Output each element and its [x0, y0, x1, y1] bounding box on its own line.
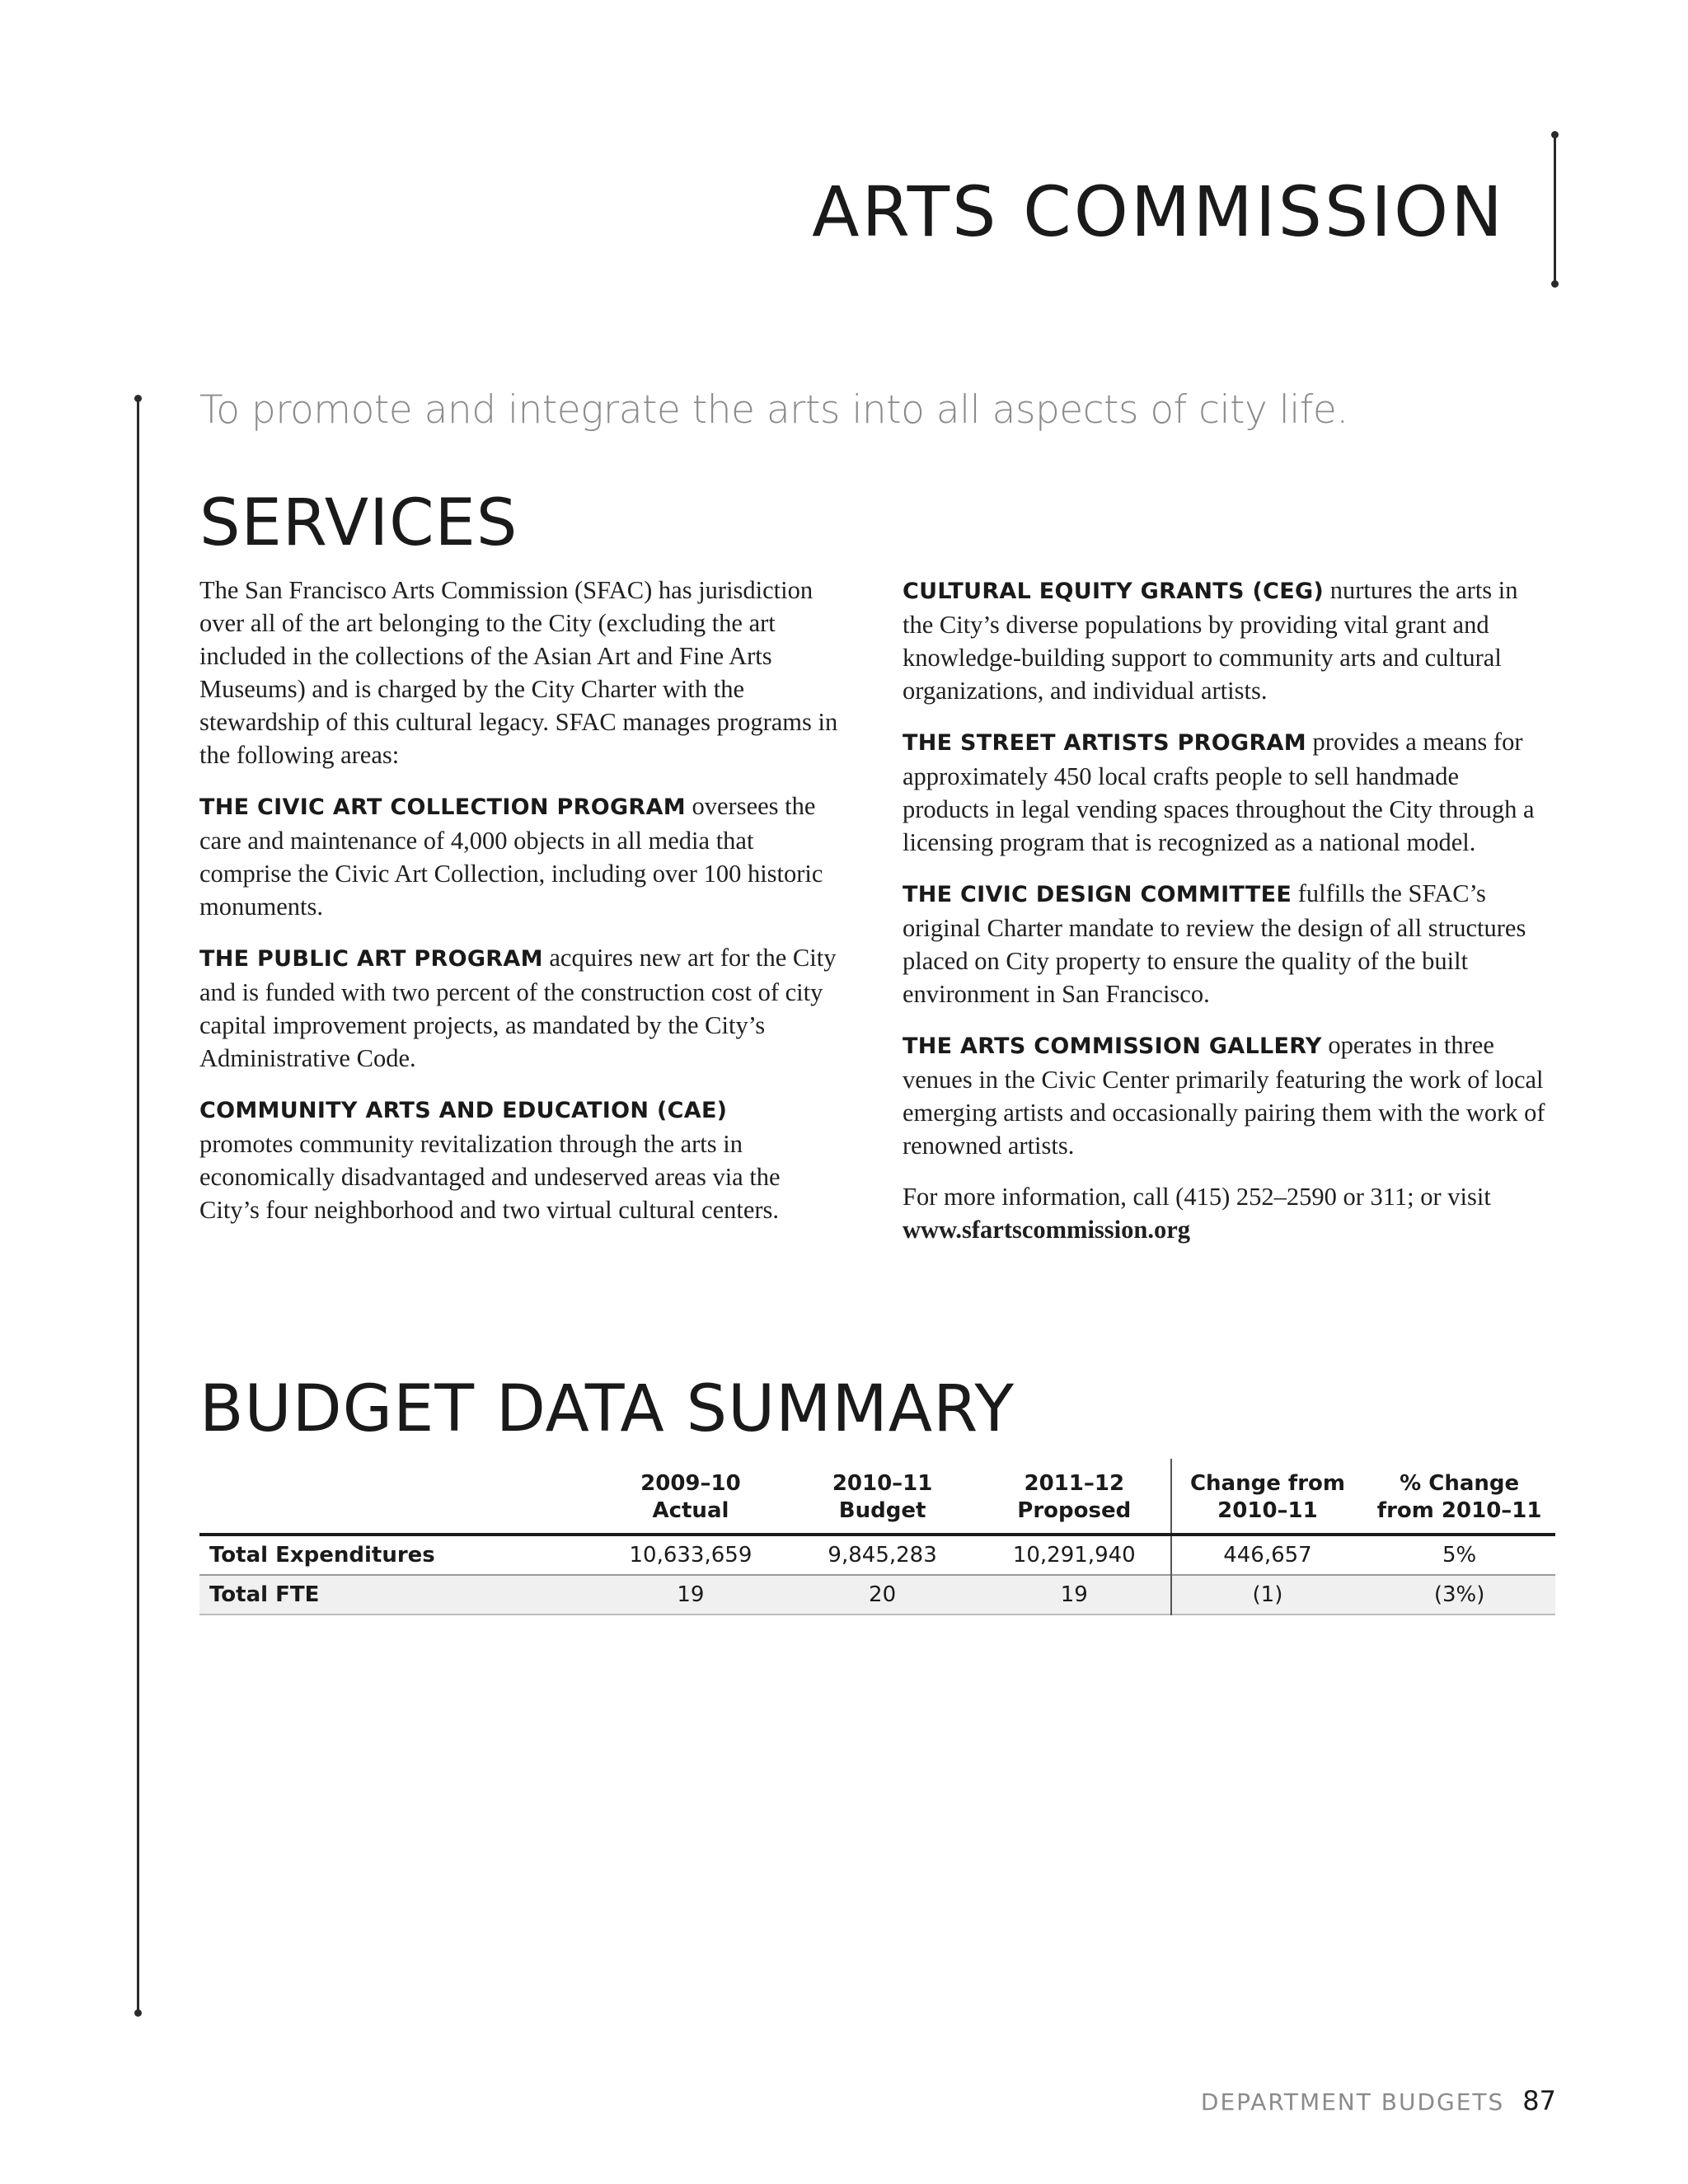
program-text: nurtures the arts in the City’s diverse populations by providing vital grant and knowledge-building support to community arts and cultural organizations, and individual artists.: [903, 576, 1518, 705]
program-lead: COMMUNITY ARTS AND EDUCATION (CAE): [199, 1098, 728, 1123]
table-cell: 10,291,940: [1012, 1543, 1136, 1568]
column-header-blank: [199, 1459, 595, 1535]
program-paragraph: [199, 1093, 842, 1226]
services-heading: SERVICES: [199, 486, 518, 560]
program-paragraph: [199, 790, 842, 923]
column-header: Change from 2010–11: [1171, 1459, 1364, 1535]
table-cell: 19: [978, 1575, 1171, 1615]
page-footer: [1201, 2085, 1556, 2116]
program-text: promotes community revitalization through the arts in economically disadvantaged and undeserved areas via the City’s four neighborhood and two virtual cultural centers.: [199, 1130, 781, 1224]
row-label: Total FTE: [199, 1575, 595, 1615]
page-number: 87: [1522, 2085, 1556, 2116]
left-vertical-rule: [137, 398, 139, 2013]
column-header: 2009–10 Actual: [640, 1471, 741, 1523]
table-row: [199, 1535, 1555, 1575]
table-cell: (1): [1171, 1575, 1364, 1615]
budget-heading: BUDGET DATA SUMMARY: [199, 1372, 1015, 1446]
program-paragraph: [903, 725, 1550, 859]
table-cell: 19: [595, 1575, 787, 1615]
program-lead: THE CIVIC DESIGN COMMITTEE: [903, 882, 1292, 907]
program-paragraph: [199, 941, 842, 1075]
table-cell: 5%: [1442, 1543, 1477, 1568]
services-column-left: [199, 574, 842, 1244]
table-cell: 20: [786, 1575, 978, 1615]
column-header: 2011–12 Proposed: [1017, 1471, 1132, 1523]
services-column-right: [903, 574, 1550, 1264]
table-cell: 9,845,283: [828, 1543, 937, 1568]
program-text: acquires new art for the City and is funded with two percent of the construction cost of city capital improvement projects, as mandated by the City’s Administrative Code.: [199, 944, 837, 1072]
table-header-row: [199, 1459, 1555, 1535]
program-lead: THE PUBLIC ART PROGRAM: [199, 946, 543, 972]
program-paragraph: [903, 877, 1550, 1010]
budget-table: [199, 1459, 1555, 1615]
table-cell: 446,657: [1171, 1535, 1364, 1575]
program-lead: THE CIVIC ART COLLECTION PROGRAM: [199, 794, 686, 820]
program-text: operates in three venues in the Civic Center primarily featuring the work of local emerging artists and occasionally pairing them with the work of renowned artists.: [903, 1031, 1545, 1160]
table-cell: (3%): [1363, 1575, 1555, 1615]
footer-label: DEPARTMENT BUDGETS: [1200, 2088, 1505, 2116]
contact-text: For more information, call (415) 252–2590 or 311; or visit: [903, 1183, 1491, 1211]
program-lead: CULTURAL EQUITY GRANTS (CEG): [903, 579, 1325, 604]
website-link[interactable]: www.sfartscommission.org: [903, 1216, 1191, 1244]
program-lead: THE STREET ARTISTS PROGRAM: [903, 730, 1306, 756]
page-title: ARTS COMMISSION: [812, 171, 1505, 252]
program-text: provides a means for approximately 450 local crafts people to sell handmade products in legal vending spaces throughout the City through a licensing program that is recognized as a national model.: [903, 728, 1535, 856]
program-lead: THE ARTS COMMISSION GALLERY: [903, 1033, 1322, 1059]
contact-paragraph: [903, 1180, 1550, 1246]
table-cell: 10,633,659: [629, 1543, 753, 1568]
services-intro: The San Francisco Arts Commission (SFAC) has jurisdiction over all of the art belonging to the City (excluding the art included in the collections of the Asian Art and Fine Arts Museums) and is charged by the City Charter with the stewardship of this cultural legacy. SFAC manages programs in the following areas:: [199, 576, 838, 769]
mission-statement: To promote and integrate the arts into all aspects of city life.: [199, 387, 1348, 433]
column-header: % Change from 2010–11: [1376, 1471, 1542, 1523]
row-label: Total Expenditures: [209, 1543, 435, 1568]
program-paragraph: [903, 1029, 1550, 1162]
program-paragraph: [903, 574, 1550, 707]
program-text: fulfills the SFAC’s original Charter mandate to review the design of all structures placed on City property to ensure the quality of the built environment in San Francisco.: [903, 879, 1526, 1008]
top-right-vertical-rule: [1554, 134, 1556, 284]
program-text: oversees the care and maintenance of 4,000 objects in all media that comprise the Civic Art Collection, including over 100 historic monuments.: [199, 792, 823, 921]
column-header: 2010–11 Budget: [832, 1471, 933, 1523]
table-row: [199, 1575, 1555, 1615]
